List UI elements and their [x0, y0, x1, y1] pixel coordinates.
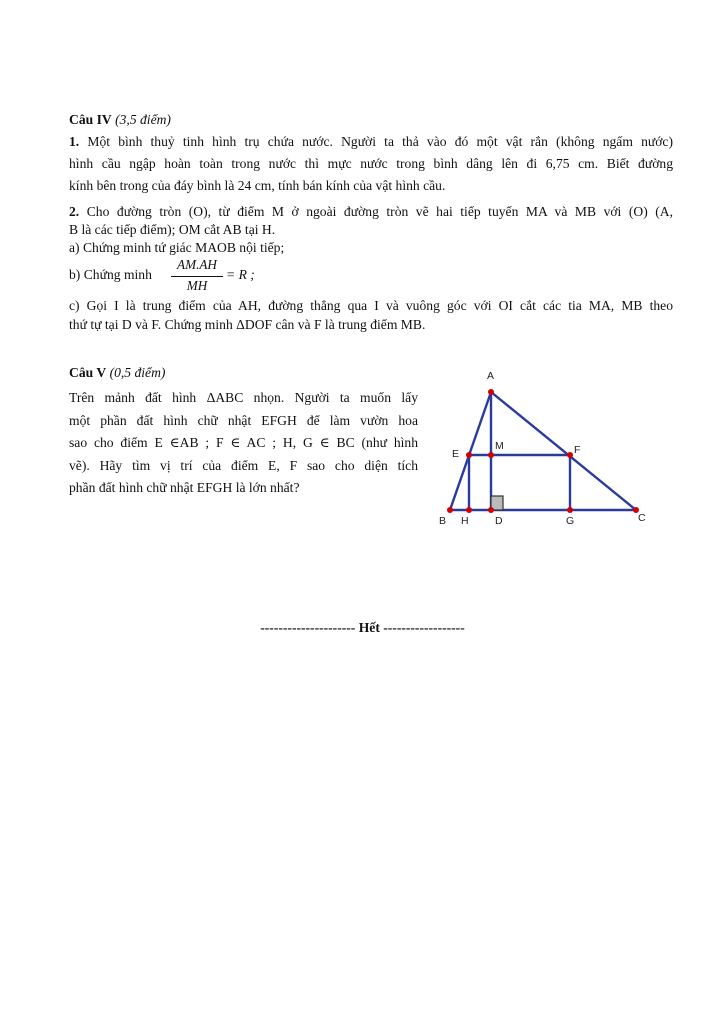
q4-p2-text1: Cho đường tròn (O), từ điểm M ở ngoài đường tròn vẽ hai tiếp tuyến MA và MB với (O) (A, — [86, 204, 673, 219]
q4-p2-c-line2: thứ tự tại D và F. Chứng minh ΔDOF cân và F là trung điểm MB. — [69, 317, 426, 332]
q4-heading: Câu IV — [69, 112, 112, 127]
point-d — [488, 507, 494, 513]
label-e: E — [452, 448, 460, 460]
q4-p2-b-prefix: b) Chứng minh — [69, 267, 152, 282]
point-g — [567, 507, 573, 513]
q4-p1-line3: kính bên trong của đáy bình là 24 cm, tính bán kính của vật hình cầu. — [69, 178, 446, 193]
point-h — [466, 507, 472, 513]
fraction-denominator: MH — [186, 278, 208, 293]
label-h: H — [461, 515, 469, 527]
q4-p1-text1: Một bình thuỷ tinh hình trụ chứa nước. Người ta thả vào đó một vật rắn (không ngấm nước) — [87, 134, 673, 149]
q4-p2-line1 — [69, 203, 673, 221]
q5-points: (0,5 điểm) — [109, 365, 166, 380]
side-ac — [491, 392, 636, 510]
label-b: B — [439, 515, 447, 527]
q4-p2-c-line1: c) Gọi I là trung điểm của AH, đường thẳng qua I và vuông góc với OI cắt các tia MA, MB theo — [69, 298, 673, 313]
point-f — [567, 452, 573, 458]
q4-points: (3,5 điểm) — [115, 112, 171, 127]
end-marker: --------------------- Hết ------------------ — [260, 620, 465, 635]
figure-points — [447, 389, 639, 513]
label-g: G — [566, 515, 575, 527]
figure-lines — [450, 392, 636, 510]
point-b — [447, 507, 453, 513]
q5-heading: Câu V — [69, 365, 107, 380]
q5-line: Trên mảnh đất hình ΔABC nhọn. Người ta muốn lấy — [69, 390, 418, 405]
q4-heading-line — [69, 111, 171, 129]
label-d: D — [495, 515, 503, 527]
q5-line: một phần đất hình chữ nhật EFGH để làm vườn hoa — [69, 412, 418, 428]
q4-p1-line1 — [69, 133, 673, 151]
q4-p2-line2: B là các tiếp điểm); OM cắt AB tại H. — [69, 222, 276, 237]
q5-heading-line — [69, 364, 165, 382]
point-m — [488, 452, 494, 458]
fraction-bar — [171, 276, 223, 277]
q4-p2-a: a) Chứng minh tứ giác MAOB nội tiếp; — [69, 240, 285, 255]
point-e — [466, 452, 472, 458]
fraction-numerator: AM.AH — [177, 257, 217, 272]
q4-p1-num: 1. — [69, 134, 80, 149]
q4-p2-b-suffix: = R ; — [226, 267, 255, 282]
label-f: F — [574, 444, 581, 456]
q4-p1-line2: hình cầu ngập hoàn toàn trong nước thì mực nước trong bình dâng lên đi 6,75 cm. Biết đường — [69, 156, 673, 171]
q5-line: sao cho điểm E ∈AB ; F ∈ AC ; H, G ∈ BC (như hình — [69, 435, 418, 450]
label-c: C — [638, 512, 646, 524]
point-a — [488, 389, 494, 395]
q5-line: phần đất hình chữ nhật EFGH là lớn nhất? — [69, 480, 300, 495]
q5-line: vẽ). Hãy tìm vị trí của điểm E, F sao cho diện tích — [69, 457, 418, 473]
label-m: M — [495, 440, 504, 452]
q4-p2-num: 2. — [69, 204, 80, 219]
q5-body — [69, 387, 418, 500]
triangle-figure — [432, 362, 662, 532]
label-a: A — [487, 370, 495, 382]
